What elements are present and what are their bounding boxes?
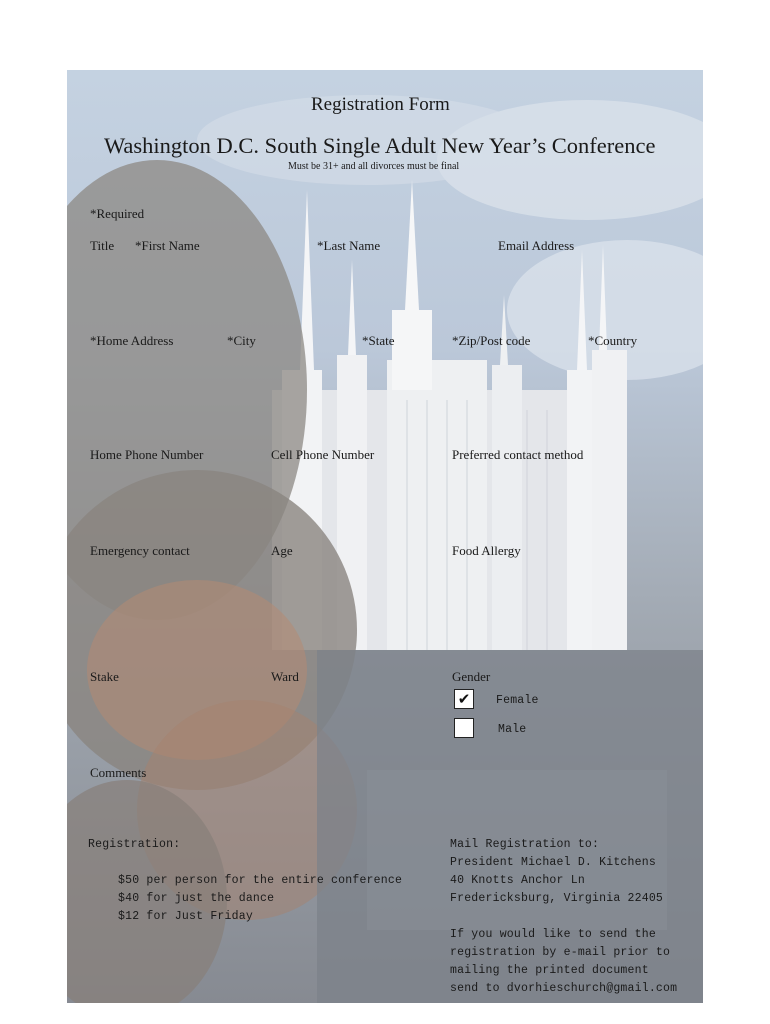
email-note-line-2: registration by e-mail prior to: [450, 946, 671, 959]
city-label: *City: [227, 333, 256, 348]
female-option-label: Female: [496, 694, 539, 707]
email-note-line-4: send to dvorhieschurch@gmail.com: [450, 982, 678, 995]
country-label: *Country: [588, 333, 638, 348]
mail-street: 40 Knotts Anchor Ln: [450, 874, 585, 887]
stake-label: Stake: [90, 669, 119, 684]
comments-label: Comments: [90, 765, 147, 780]
email-note-line-3: mailing the printed document: [450, 964, 649, 977]
title-label: Title: [90, 238, 115, 253]
price-dance: $40 for just the dance: [118, 892, 275, 905]
home-phone-label: Home Phone Number: [90, 447, 204, 462]
female-checkbox[interactable]: ✔: [454, 689, 474, 709]
zip-label: *Zip/Post code: [452, 333, 531, 348]
form-heading: Registration Form: [311, 94, 450, 115]
required-note: *Required: [90, 206, 145, 221]
gender-label: Gender: [452, 669, 491, 684]
emergency-contact-label: Emergency contact: [90, 543, 190, 558]
ward-label: Ward: [271, 669, 299, 684]
male-option-label: Male: [498, 723, 527, 736]
email-label: Email Address: [498, 238, 575, 253]
cell-phone-label: Cell Phone Number: [271, 447, 375, 462]
conference-title: Washington D.C. South Single Adult New Year’s Conference: [104, 133, 656, 158]
price-entire-conference: $50 per person for the entire conference: [118, 874, 403, 887]
age-label: Age: [271, 543, 293, 558]
registration-heading: Registration:: [88, 838, 181, 851]
eligibility-note: Must be 31+ and all divorces must be final: [288, 161, 460, 172]
price-friday: $12 for Just Friday: [118, 910, 253, 923]
state-label: *State: [362, 333, 395, 348]
mail-recipient: President Michael D. Kitchens: [450, 856, 656, 869]
food-allergy-label: Food Allergy: [452, 543, 521, 558]
home-address-label: *Home Address: [90, 333, 174, 348]
male-checkbox[interactable]: [454, 718, 474, 738]
mail-heading: Mail Registration to:: [450, 838, 600, 851]
form-sheet: [67, 70, 703, 1003]
preferred-contact-label: Preferred contact method: [452, 447, 584, 462]
first-name-label: *First Name: [135, 238, 200, 253]
mail-city-state: Fredericksburg, Virginia 22405: [450, 892, 664, 905]
last-name-label: *Last Name: [317, 238, 381, 253]
email-note-line-1: If you would like to send the: [450, 928, 656, 941]
